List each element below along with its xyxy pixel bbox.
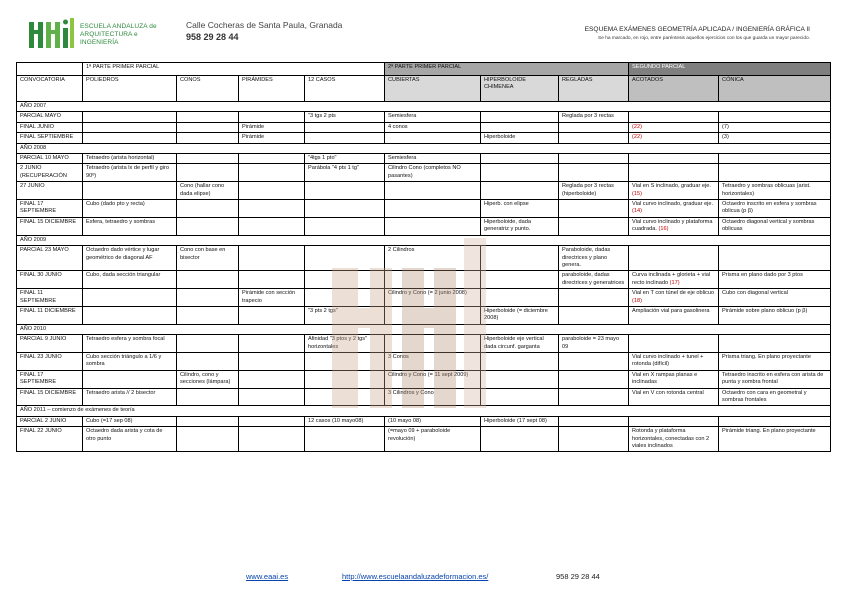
cell-convocatoria: FINAL 11 DICIEMBRE xyxy=(17,306,83,324)
cell-cubiertas: Cilindro y Cono (= 11 sept 2009) xyxy=(385,370,481,388)
reference-number: (18) xyxy=(632,297,642,304)
cell-regladas xyxy=(559,370,629,388)
cell-conos xyxy=(177,271,239,289)
table-row xyxy=(17,200,831,218)
cell-12-casos xyxy=(305,388,385,406)
cell-12-casos: "4tgs 1 pto" xyxy=(305,154,385,164)
cell-cubiertas: 2 Cilindros xyxy=(385,246,481,271)
table-row xyxy=(17,352,831,370)
cell-convocatoria: FINAL 23 JUNIO xyxy=(17,352,83,370)
cell-regladas xyxy=(559,154,629,164)
year-row xyxy=(17,324,831,334)
exam-schedule-table xyxy=(16,62,831,452)
cell-cubiertas: (10 mayo 08) xyxy=(385,416,481,426)
cell-hiperboloide xyxy=(481,370,559,388)
reference-number: (16) xyxy=(658,226,669,233)
cell-12-casos xyxy=(305,217,385,235)
cell-conica: Pirámide sobre plano oblicuo (p β) xyxy=(719,306,831,324)
table-row xyxy=(17,133,831,143)
cell-hiperboloide xyxy=(481,182,559,200)
cell-conica xyxy=(719,246,831,271)
cell-conos xyxy=(177,416,239,426)
cell-regladas xyxy=(559,217,629,235)
cell-cubiertas xyxy=(385,271,481,289)
year-row xyxy=(17,102,831,112)
table-row xyxy=(17,306,831,324)
cell-poliedros xyxy=(83,133,177,143)
cell-cubiertas xyxy=(385,133,481,143)
cell-hiperboloide: Hiperboloide (= diciembre 2008) xyxy=(481,306,559,324)
cell-cubiertas: 4 conos xyxy=(385,122,481,132)
cell-12-casos xyxy=(305,133,385,143)
cell-conos xyxy=(177,289,239,307)
cell-conos xyxy=(177,164,239,182)
year-row xyxy=(17,235,831,245)
cell-cubiertas: (=mayo 09 + paraboloide revolución) xyxy=(385,427,481,452)
cell-conos xyxy=(177,217,239,235)
cell-piramides xyxy=(239,271,305,289)
cell-convocatoria: FINAL 17 SEPTIEMBRE xyxy=(17,200,83,218)
cell-hiperboloide: Hiperboloide, dada generatriz y punto. xyxy=(481,217,559,235)
cell-piramides: Pirámide xyxy=(239,133,305,143)
table-row xyxy=(17,122,831,132)
cell-regladas xyxy=(559,388,629,406)
col-piramides: PIRÁMIDES xyxy=(239,76,305,102)
cell-piramides xyxy=(239,200,305,218)
cell-regladas: paraboloide, dadas directrices y generatrices xyxy=(559,271,629,289)
cell-cubiertas xyxy=(385,200,481,218)
cell-12-casos: "3 pts 2 tgs" xyxy=(305,306,385,324)
cell-hiperboloide xyxy=(481,154,559,164)
cell-cubiertas xyxy=(385,182,481,200)
cell-hiperboloide xyxy=(481,388,559,406)
school-logo[interactable] xyxy=(28,16,158,50)
cell-acotados xyxy=(629,217,719,235)
table-row xyxy=(17,182,831,200)
cell-acotados xyxy=(629,182,719,200)
cell-piramides xyxy=(239,306,305,324)
cell-conos xyxy=(177,306,239,324)
cell-conos xyxy=(177,352,239,370)
cell-poliedros: Cubo sección triángulo a 1/6 y sombra xyxy=(83,352,177,370)
cell-piramides xyxy=(239,154,305,164)
cell-regladas xyxy=(559,416,629,426)
cell-cubiertas: Semiesfera xyxy=(385,154,481,164)
cell-convocatoria: PARCIAL MAYO xyxy=(17,112,83,122)
cell-convocatoria: FINAL 22 JUNIO xyxy=(17,427,83,452)
cell-regladas: Reglada por 3 rectas (hiperboloide) xyxy=(559,182,629,200)
cell-conica xyxy=(719,416,831,426)
cell-cubiertas: 3 Cilindros y Cono xyxy=(385,388,481,406)
cell-regladas: paraboloide = 23 mayo 09 xyxy=(559,335,629,353)
table-row xyxy=(17,289,831,307)
col-regladas: REGLADAS xyxy=(559,76,629,102)
cell-12-casos xyxy=(305,289,385,307)
cell-convocatoria: 27 JUNIO xyxy=(17,182,83,200)
footer-link-escuela[interactable]: http://www.escuelaandaluzadeformacion.es/ xyxy=(342,572,489,581)
year-label: AÑO 2007 xyxy=(17,102,831,112)
cell-cubiertas: Cilindro y Cono (= 2 junio 2008) xyxy=(385,289,481,307)
cell-conos xyxy=(177,388,239,406)
column-header-row xyxy=(17,76,831,102)
cell-regladas xyxy=(559,352,629,370)
cell-convocatoria: FINAL 30 JUNIO xyxy=(17,271,83,289)
year-label: AÑO 2010 xyxy=(17,324,831,334)
cell-acotados: (22) xyxy=(629,133,719,143)
cell-acotados xyxy=(629,112,719,122)
section-part1: 1ª PARTE PRIMER PARCIAL xyxy=(83,63,385,76)
section-part2: 2ª PARTE PRIMER PARCIAL xyxy=(385,63,629,76)
table-row xyxy=(17,112,831,122)
cell-acotados xyxy=(629,289,719,307)
cell-acotados xyxy=(629,246,719,271)
acotados-text: Vial en T con túnel de eje oblicuo xyxy=(632,290,715,297)
cell-regladas xyxy=(559,122,629,132)
cell-acotados: Ampliación vial para gasolinera xyxy=(629,306,719,324)
col-convocatoria: CONVOCATORIA xyxy=(17,76,83,102)
cell-conos xyxy=(177,122,239,132)
year-label: AÑO 2008 xyxy=(17,143,831,153)
cell-hiperboloide: Hiperboloide (17 sept 08) xyxy=(481,416,559,426)
cell-piramides: Pirámide xyxy=(239,122,305,132)
year-row xyxy=(17,143,831,153)
cell-piramides xyxy=(239,246,305,271)
cell-piramides xyxy=(239,427,305,452)
col-hiperboloide: HIPERBOLOIDE CHIMENEA xyxy=(481,76,559,102)
cell-conica: Prisma triang. En plano proyectante xyxy=(719,352,831,370)
cell-regladas: Paraboloide, dadas directrices y plano genera. xyxy=(559,246,629,271)
year-label: AÑO 2011 – comienzo de exámenes de teoría xyxy=(17,406,831,416)
cell-acotados: Vial curvo inclinado + tunel + rotonda (difícil) xyxy=(629,352,719,370)
cell-regladas: Reglada por 3 rectas xyxy=(559,112,629,122)
col-conos: CONOS xyxy=(177,76,239,102)
cell-poliedros xyxy=(83,182,177,200)
col-poliedros: POLIEDROS xyxy=(83,76,177,102)
cell-hiperboloide: Hiperb. con elipse xyxy=(481,200,559,218)
cell-convocatoria: FINAL 17 SEPTIEMBRE xyxy=(17,370,83,388)
cell-convocatoria: FINAL JUNIO xyxy=(17,122,83,132)
cell-conica xyxy=(719,112,831,122)
acotados-text: Vial en S inclinado, graduar eje. xyxy=(632,183,711,190)
cell-12-casos: "3 tgs 2 pts xyxy=(305,112,385,122)
table-row xyxy=(17,427,831,452)
cell-12-casos xyxy=(305,370,385,388)
acotados-text: Curva inclinada + glorieta + vial recto inclinado xyxy=(632,272,711,286)
cell-conica: (3) xyxy=(719,133,831,143)
cell-convocatoria: FINAL 15 DICIEMBRE xyxy=(17,217,83,235)
cell-poliedros xyxy=(83,122,177,132)
cell-piramides xyxy=(239,164,305,182)
cell-piramides xyxy=(239,388,305,406)
cell-hiperboloide xyxy=(481,352,559,370)
reference-number: (14) xyxy=(632,208,642,215)
cell-conica: Octaedro diagonal vertical y sombras oblicuas xyxy=(719,217,831,235)
cell-cubiertas xyxy=(385,217,481,235)
cell-conica xyxy=(719,335,831,353)
cell-conica: Prisma en plano dado por 3 ptos xyxy=(719,271,831,289)
phone-text: 958 29 28 44 xyxy=(186,32,239,42)
cell-12-casos xyxy=(305,427,385,452)
table-row xyxy=(17,388,831,406)
cell-conica xyxy=(719,154,831,164)
col-12-casos: 12 CASOS xyxy=(305,76,385,102)
cell-poliedros: Cubo (=17 sep 08) xyxy=(83,416,177,426)
cell-acotados xyxy=(629,200,719,218)
cell-12-casos: 12 casos (10 mayo08) xyxy=(305,416,385,426)
cell-12-casos xyxy=(305,200,385,218)
document-subtitle: Se ha marcado, en rojo, entre paréntesis aquellos ejercicios con los que guarda un mayor parecido. xyxy=(598,36,810,41)
cell-poliedros: Octaedro dada arista y cota de otro punto xyxy=(83,427,177,452)
cell-acotados: Vial en X rampas planas e inclinadas xyxy=(629,370,719,388)
cell-conica xyxy=(719,164,831,182)
cell-hiperboloide xyxy=(481,122,559,132)
table-row xyxy=(17,164,831,182)
cell-cubiertas: Cilindro Cono (completos NO pasantes) xyxy=(385,164,481,182)
cell-acotados xyxy=(629,335,719,353)
cell-poliedros: Tetraedro (arista lx de perfil y giro 90º) xyxy=(83,164,177,182)
cell-conos xyxy=(177,335,239,353)
section-header-row xyxy=(17,63,831,76)
cell-acotados: Rotonda y plataforma horizontales, conectadas con 2 viales inclinados xyxy=(629,427,719,452)
cell-conos xyxy=(177,154,239,164)
cell-conica: Octaedro con cara en geometral y sombras frontales xyxy=(719,388,831,406)
cell-cubiertas: Semiesfera xyxy=(385,112,481,122)
footer-phone: 958 29 28 44 xyxy=(556,572,600,581)
col-conica: CÓNICA xyxy=(719,76,831,102)
cell-acotados xyxy=(629,416,719,426)
cell-acotados: Vial en V con rotonda central xyxy=(629,388,719,406)
cell-regladas xyxy=(559,133,629,143)
cell-convocatoria: FINAL SEPTIEMBRE xyxy=(17,133,83,143)
reference-number: (17) xyxy=(669,279,680,286)
cell-conos xyxy=(177,427,239,452)
cell-cubiertas xyxy=(385,306,481,324)
cell-piramides xyxy=(239,112,305,122)
logo-mark-icon xyxy=(28,16,76,50)
cell-poliedros: Esfera, tetraedro y sombras xyxy=(83,217,177,235)
cell-convocatoria: PARCIAL 10 MAYO xyxy=(17,154,83,164)
table-row xyxy=(17,370,831,388)
cell-conica: Tetraedro inscrito en esfera con arista de punta y sombra frontal xyxy=(719,370,831,388)
cell-conos xyxy=(177,112,239,122)
page-header xyxy=(0,0,848,62)
cell-conos xyxy=(177,200,239,218)
cell-cubiertas: 3 Conos xyxy=(385,352,481,370)
section-second: SEGUNDO PARCIAL xyxy=(629,63,831,76)
cell-convocatoria: PARCIAL 2 JUNIO xyxy=(17,416,83,426)
cell-poliedros: Tetraedro esfera y sombra focal xyxy=(83,335,177,353)
cell-piramides xyxy=(239,352,305,370)
cell-hiperboloide xyxy=(481,289,559,307)
cell-regladas xyxy=(559,164,629,182)
cell-12-casos xyxy=(305,182,385,200)
year-label: AÑO 2009 xyxy=(17,235,831,245)
address-text: Calle Cocheras de Santa Paula, Granada xyxy=(186,20,343,30)
cell-12-casos: Parábola "4 pts 1 tg" xyxy=(305,164,385,182)
cell-conica: Tetraedro y sombras oblicuas (arist. horizontales) xyxy=(719,182,831,200)
cell-12-casos xyxy=(305,246,385,271)
reference-number: (15) xyxy=(632,190,642,197)
cell-convocatoria: PARCIAL 23 MAYO xyxy=(17,246,83,271)
cell-hiperboloide: Hiperboloide eje vertical dada circunf. garganta xyxy=(481,335,559,353)
cell-piramides xyxy=(239,370,305,388)
cell-hiperboloide: Hiperboloide xyxy=(481,133,559,143)
acotados-text: Vial curvo inclinado y plataforma cuadrada. xyxy=(632,218,713,233)
cell-cubiertas xyxy=(385,335,481,353)
table-row xyxy=(17,246,831,271)
cell-conos: Cono con base en bisector xyxy=(177,246,239,271)
cell-piramides xyxy=(239,335,305,353)
cell-conica: Cubo con diagonal vertical xyxy=(719,289,831,307)
cell-hiperboloide xyxy=(481,246,559,271)
document-title: ESQUEMA EXÁMENES GEOMETRÍA APLICADA / INGENIERÍA GRÁFICA II xyxy=(584,26,810,33)
cell-poliedros xyxy=(83,306,177,324)
cell-poliedros: Tetraedro (arista horizontal) xyxy=(83,154,177,164)
cell-12-casos xyxy=(305,271,385,289)
cell-poliedros: Tetraedro arista // 2 bisector xyxy=(83,388,177,406)
table-row xyxy=(17,217,831,235)
cell-conos xyxy=(177,133,239,143)
section-blank xyxy=(17,63,83,76)
cell-hiperboloide xyxy=(481,427,559,452)
table-row xyxy=(17,335,831,353)
col-acotados: ACOTADOS xyxy=(629,76,719,102)
cell-hiperboloide xyxy=(481,164,559,182)
cell-acotados: (22) xyxy=(629,122,719,132)
cell-poliedros xyxy=(83,289,177,307)
col-cubiertas: CUBIERTAS xyxy=(385,76,481,102)
cell-12-casos xyxy=(305,352,385,370)
cell-regladas xyxy=(559,427,629,452)
cell-12-casos xyxy=(305,122,385,132)
cell-poliedros: Cubo, dada sección triangular xyxy=(83,271,177,289)
table-row xyxy=(17,271,831,289)
cell-poliedros: Cubo (dado pto y recta) xyxy=(83,200,177,218)
table-row xyxy=(17,416,831,426)
cell-regladas xyxy=(559,306,629,324)
table-row xyxy=(17,154,831,164)
cell-conos: Cono (hallar cono dada elipse) xyxy=(177,182,239,200)
cell-12-casos: Afinidad "3 ptos y 2 tgs" horizontales xyxy=(305,335,385,353)
cell-poliedros: Octaedro dado vértice y lugar geométrico de diagonal AF xyxy=(83,246,177,271)
cell-regladas xyxy=(559,289,629,307)
cell-acotados xyxy=(629,271,719,289)
acotados-text: Vial curvo inclinado, graduar eje. xyxy=(632,201,714,208)
logo-text: ESCUELA ANDALUZA de ARQUITECTURA e INGENIERÍA xyxy=(80,23,157,46)
cell-hiperboloide xyxy=(481,271,559,289)
footer-link-eaai[interactable]: www.eaai.es xyxy=(246,572,289,581)
cell-acotados xyxy=(629,154,719,164)
cell-convocatoria: PARCIAL 9 JUNIO xyxy=(17,335,83,353)
cell-convocatoria: FINAL 15 DICIEMBRE xyxy=(17,388,83,406)
cell-conica: Octaedro inscrito en esfera y sombras oblicua (p β) xyxy=(719,200,831,218)
cell-hiperboloide xyxy=(481,112,559,122)
cell-poliedros xyxy=(83,370,177,388)
cell-acotados xyxy=(629,164,719,182)
year-row xyxy=(17,406,831,416)
cell-piramides xyxy=(239,182,305,200)
cell-convocatoria: 2 JUNIO (RECUPERACIÓN xyxy=(17,164,83,182)
cell-piramides xyxy=(239,416,305,426)
cell-conica: (7) xyxy=(719,122,831,132)
cell-piramides xyxy=(239,217,305,235)
cell-conos: Cilindro, cono y secciones (lámpara) xyxy=(177,370,239,388)
cell-conica: Pirámide triang. En plano proyectante xyxy=(719,427,831,452)
cell-regladas xyxy=(559,200,629,218)
cell-piramides: Pirámide con sección trapecio xyxy=(239,289,305,307)
cell-poliedros xyxy=(83,112,177,122)
cell-convocatoria: FINAL 11 SEPTIEMBRE xyxy=(17,289,83,307)
